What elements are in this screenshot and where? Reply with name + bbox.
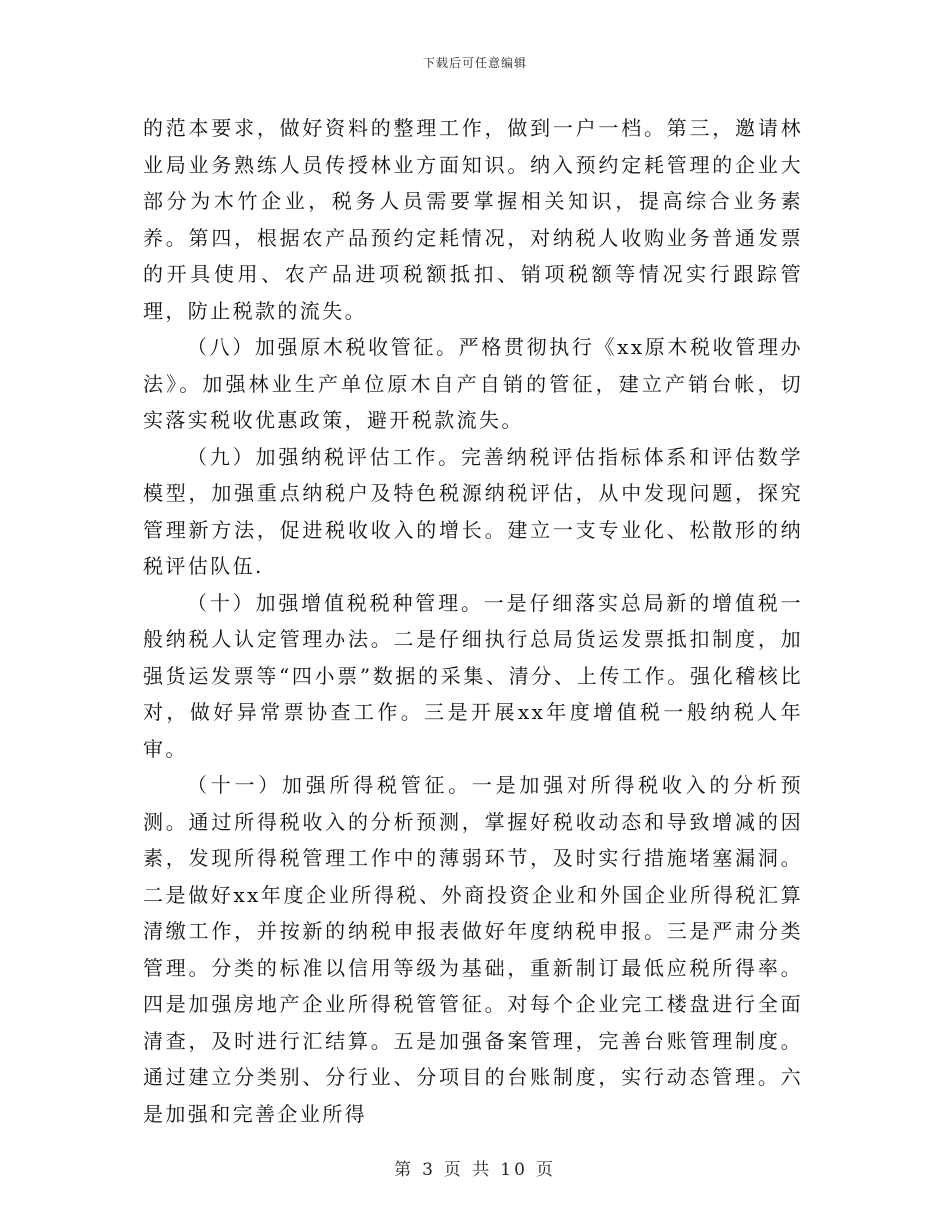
footer-page-number: 3 — [422, 1160, 436, 1180]
page-footer — [0, 1155, 950, 1180]
footer-total-pages: 10 — [500, 1160, 528, 1180]
header-note: 下载后可任意编辑 — [422, 56, 527, 70]
footer-prefix: 第 — [394, 1160, 415, 1180]
paragraph-section-10: （十）加强增值税税种管理。一是仔细落实总局新的增值税一般纳税人认定管理办法。二是仔细执行总局货运发票抵扣制度，加强货运发票等“四小票”数据的采集、清分、上传工作。强化稽核比对，做好异常票协查工作。三是开展xx年度增值税一般纳税人年审。 — [143, 590, 803, 761]
paragraph-section-11: （十一）加强所得税管征。一是加强对所得税收入的分析预测。通过所得税收入的分析预测，掌握好税收动态和导致增减的因素，发现所得税管理工作中的薄弱环节，及时实行措施堵塞漏洞。二是做好xx年度企业所得税、外商投资企业和外国企业所得税汇算清缴工作，并按新的纳税申报表做好年度纳税申报。三是严肃分类管理。分类的标准以信用等级为基础，重新制订最低应税所得率。四是加强房地产企业所得税管管征。对每个企业完工楼盘进行全面清查，及时进行汇结算。五是加强备案管理，完善台账管理制度。通过建立分类别、分行业、分项目的台账制度，实行动态管理。六是加强和完善企业所得 — [143, 773, 803, 1126]
paragraph-section-9: （九）加强纳税评估工作。完善纳税评估指标体系和评估数学模型，加强重点纳税户及特色税源纳税评估，从中发现问题，探究管理新方法，促进税收收入的增长。建立一支专业化、松散形的纳税评估队伍. — [143, 444, 803, 578]
footer-suffix: 页 — [535, 1160, 556, 1180]
footer-middle: 页 共 — [443, 1160, 493, 1180]
body-text — [143, 110, 803, 1132]
paragraph-continuation: 的范本要求，做好资料的整理工作，做到一户一档。第三，邀请林业局业务熟练人员传授林业方面知识。纳入预约定耗管理的企业大部分为木竹企业，税务人员需要掌握相关知识，提高综合业务素养。第四，根据农产品预约定耗情况，对纳税人收购业务普通发票的开具使用、农产品进项税额抵扣、销项税额等情况实行跟踪管理，防止税款的流失。 — [143, 116, 803, 323]
paragraph-section-8: （八）加强原木税收管征。严格贯彻执行《xx原木税收管理办法》。加强林业生产单位原木自产自销的管征，建立产销台帐，切实落实税收优惠政策，避开税款流失。 — [143, 335, 803, 432]
